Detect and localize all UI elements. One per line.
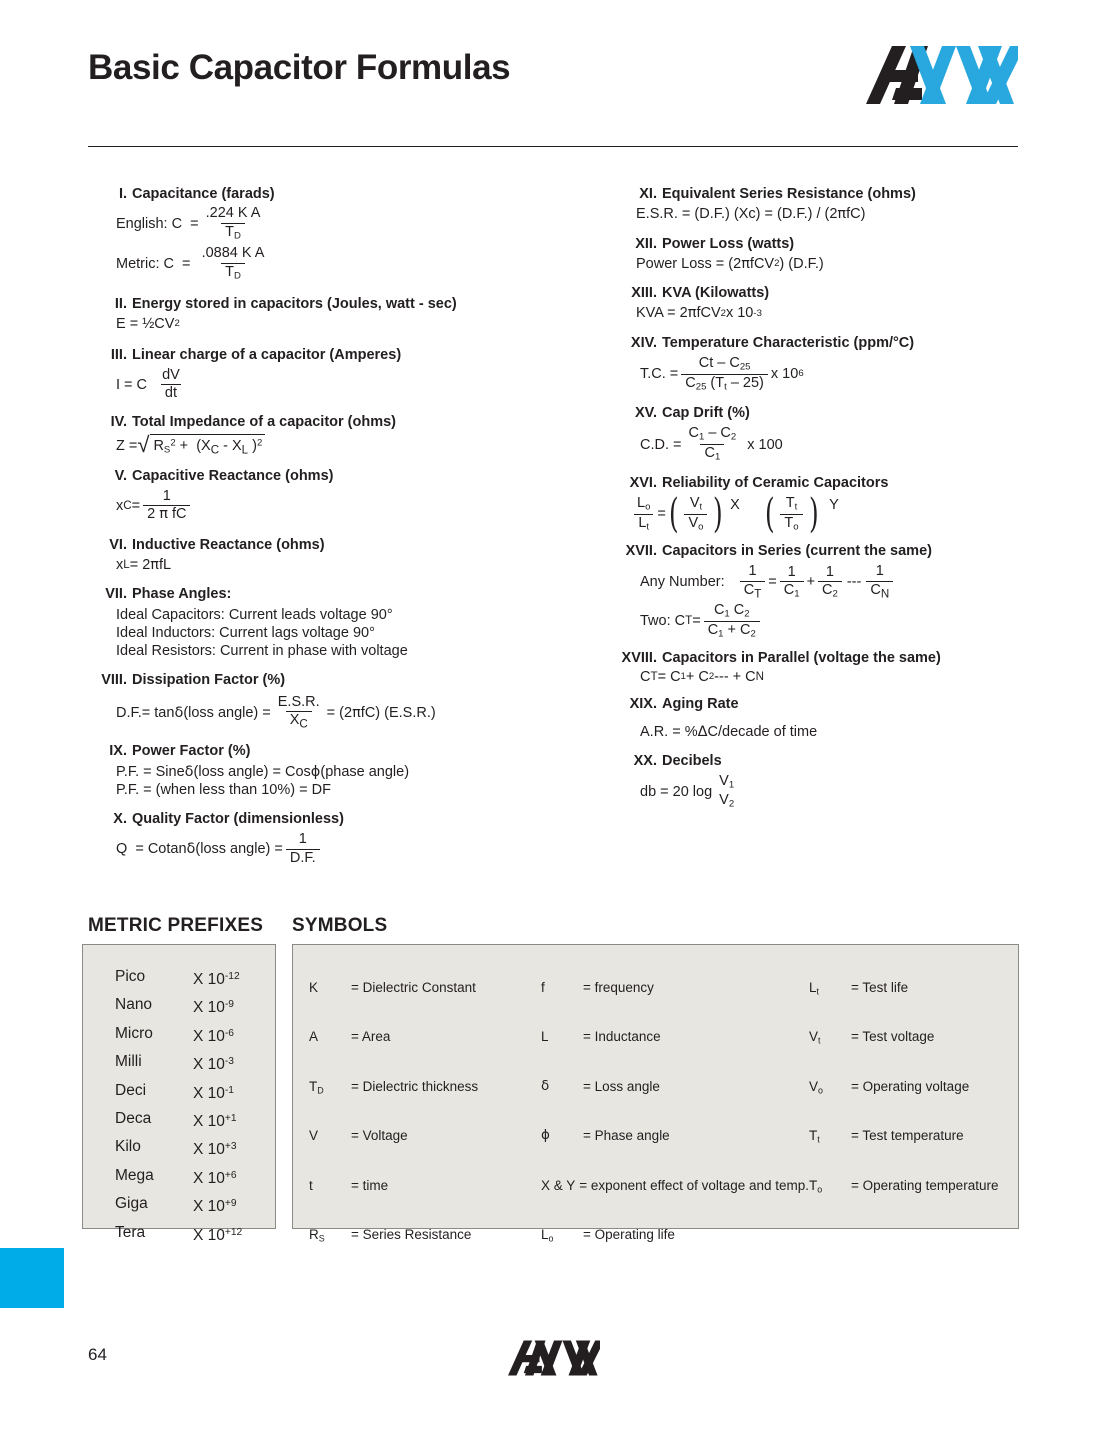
formula-total-impedance: Z = √ $R_S^2 + (X_C - X_L$ )$^2$ [116, 434, 558, 458]
formula-dissipation-factor: D.F.= tan δ (loss angle) = $\frac{E.S.R.}{X_C}$ = (2 π fC) (E.S.R.) [116, 693, 436, 731]
section-title: Reliability of Ceramic Capacitors [662, 475, 889, 492]
list-item [115, 992, 242, 1020]
section-title: Power Factor (%) [132, 743, 251, 760]
prefix-value: X $10^{+6}$ [193, 1169, 237, 1187]
page-header [88, 38, 1018, 143]
formula-section-iii [88, 347, 558, 402]
symbol-definition: = Series Resistance [351, 1227, 472, 1243]
list-item [115, 964, 242, 992]
prefix-value: X $10^{-12}$ [193, 970, 240, 988]
list-item [115, 1049, 242, 1077]
symbol-key: L [541, 1029, 549, 1045]
prefix-value: X $10^{-1}$ [193, 1084, 234, 1102]
formula-section-x [88, 811, 558, 867]
formula-decibels: db = 20 log $V_1$ $V_2$ [640, 773, 735, 810]
section-title: Inductive Reactance (ohms) [132, 536, 325, 553]
section-number: XVI. [629, 475, 657, 492]
formula-section-i [88, 186, 558, 282]
symbol-definition: = Inductance [583, 1029, 661, 1045]
section-number: IX. [109, 743, 127, 760]
prefix-name: Micro [115, 1024, 153, 1042]
power-factor-approx: P.F. = (when less than 10%) = DF [116, 781, 331, 798]
symbol-definition: = Voltage [351, 1128, 408, 1144]
formula-section-xiv [600, 335, 1040, 393]
phase-angle-resistors: Ideal Resistors: Current in phase with voltage [116, 643, 408, 660]
symbol-key: $T_t$ [809, 1128, 820, 1145]
metric-prefixes-heading: METRIC PREFIXES [88, 915, 264, 936]
formula-section-iv [88, 414, 558, 458]
symbol-definition: = Loss angle [583, 1078, 660, 1094]
section-title: Power Loss (watts) [662, 235, 795, 252]
section-number: XII. [635, 235, 657, 252]
section-number: III. [110, 347, 127, 364]
symbol-entry [809, 1014, 1009, 1063]
section-number: XIX. [629, 696, 657, 713]
symbol-entry [809, 965, 1009, 1014]
formula-series-any-number: Any Number: $\frac{1}{C_T}$ = $\frac{1}{C_1}$ + $\frac{1}{C_2}$ --- $\frac{1}{C_N}$ [640, 564, 1040, 601]
formula-section-v [88, 468, 558, 523]
formula-section-xvii [600, 543, 1040, 640]
formula-section-xiii [600, 285, 1040, 323]
section-title: Capacitance (farads) [132, 186, 275, 202]
symbol-entry [809, 1113, 1009, 1162]
symbol-entry [309, 1113, 541, 1162]
section-number: II. [114, 295, 127, 312]
formula-section-ii [88, 296, 558, 334]
list-item [115, 1021, 242, 1049]
prefix-name: Tera [115, 1223, 146, 1241]
symbol-key: $T_o$ [809, 1177, 823, 1195]
symbol-key: δ [541, 1077, 550, 1094]
prefix-value: X $10^{-6}$ [193, 1027, 234, 1045]
symbol-entry [541, 1212, 809, 1261]
section-title: Linear charge of a capacitor (Amperes) [132, 347, 402, 364]
formula-esr: E.S.R. = (D.F.) (Xc) = (D.F.) / (2 π fC) [636, 206, 866, 223]
section-title: Quality Factor (dimensionless) [132, 810, 344, 827]
section-number: XIII. [631, 285, 657, 302]
prefix-value: X $10^{+3}$ [193, 1141, 237, 1159]
symbol-key: $L_o$ [541, 1227, 554, 1244]
section-number: VI. [109, 536, 127, 553]
formula-cap-drift: C.D. = $\frac{C_1 - C_2}{C_1}$ x 100 [640, 425, 783, 463]
formula-energy-stored: E = ½CV 2 [116, 316, 180, 333]
section-title: Temperature Characteristic (ppm/°C) [662, 334, 915, 351]
formula-capacitive-reactance: x C = $\frac{1}{\text{2 π fC}}$ [116, 489, 558, 523]
symbol-key [809, 1212, 851, 1261]
symbol-entry [809, 1064, 1009, 1113]
formula-section-xi [600, 186, 1040, 224]
phase-angle-inductors: Ideal Inductors: Current lags voltage 90° [116, 624, 375, 641]
power-factor-sine: P.F. = Sine δ (loss angle) = Cos ϕ (phase angle) [116, 763, 410, 780]
section-number: X. [113, 810, 127, 827]
table-row [309, 965, 1009, 1014]
symbol-definition: = Test temperature [851, 1128, 964, 1144]
section-title: Equivalent Series Resistance (ohms) [662, 186, 916, 202]
symbol-entry [541, 965, 809, 1014]
prefix-name: Deci [115, 1081, 147, 1099]
prefix-value: X $10^{+9}$ [193, 1198, 237, 1216]
section-title: Capacitors in Series (current the same) [662, 542, 932, 559]
symbol-entry [541, 1014, 809, 1063]
symbol-definition: = time [351, 1177, 389, 1193]
symbol-definition: = Phase angle [583, 1128, 670, 1144]
symbol-key: A [309, 1029, 319, 1045]
formula-column-right [600, 186, 1040, 810]
symbols-heading: SYMBOLS [292, 915, 388, 936]
page-title: Basic Capacitor Formulas [88, 48, 511, 87]
symbols-panel [292, 944, 1019, 1244]
symbol-key: t [309, 1177, 313, 1193]
formula-section-xii [600, 236, 1040, 274]
formula-metric-capacitance: Metric: C = $\frac{\text{.0884 K A}}{T_D}$ [116, 245, 265, 282]
list-item [115, 1106, 242, 1134]
list-item [115, 1078, 242, 1106]
section-title: Total Impedance of a capacitor (ohms) [132, 413, 397, 430]
prefix-value: X $10^{+12}$ [193, 1226, 243, 1244]
formula-section-viii [88, 672, 558, 731]
prefix-value: X $10^{-3}$ [193, 1056, 234, 1074]
symbol-definition: = Operating temperature [851, 1177, 999, 1193]
section-number: I. [118, 186, 127, 202]
symbol-entry [309, 1212, 541, 1261]
section-number: XX. [633, 752, 657, 769]
prefix-name: Deca [115, 1110, 152, 1128]
list-item [115, 1163, 242, 1191]
section-number: XV. [634, 404, 657, 421]
symbol-definition: = Dielectric thickness [351, 1078, 479, 1094]
list-item [115, 1220, 242, 1248]
prefix-name: Giga [115, 1195, 148, 1213]
symbol-key: $T_D$ [309, 1078, 324, 1096]
page-tab-marker [0, 1248, 64, 1308]
avx-logo-footer-icon [508, 1338, 600, 1378]
formula-kva: KVA = 2 π fCV 2 x 10 -3 [636, 305, 762, 322]
table-row [309, 1163, 1009, 1212]
section-number: XVIII. [621, 649, 657, 666]
symbol-definition: = Operating life [583, 1227, 675, 1243]
symbol-entry [541, 1163, 809, 1212]
prefix-value: X $10^{-9}$ [193, 999, 234, 1017]
symbol-entry [809, 1212, 1009, 1261]
formula-section-xx [600, 753, 1040, 810]
phase-angle-capacitors: Ideal Capacitors: Current leads voltage 90° [116, 606, 393, 623]
symbol-entry [309, 1163, 541, 1212]
section-number: VIII. [101, 672, 127, 689]
symbol-key: $V_o$ [809, 1078, 823, 1096]
avx-logo-icon [866, 42, 1018, 108]
section-title: Capacitors in Parallel (voltage the same) [662, 649, 941, 666]
table-row [309, 1064, 1009, 1113]
metric-prefixes-panel [82, 944, 276, 1244]
formula-section-xix [600, 696, 1040, 741]
symbol-entry [309, 1064, 541, 1113]
formula-english-capacitance: English: C = $\frac{\text{.224 K A}}{T_D}$ [116, 205, 261, 242]
symbol-key: X & Y [541, 1177, 576, 1193]
section-title: Decibels [662, 752, 722, 769]
symbol-entry [541, 1064, 809, 1113]
section-number: XI. [639, 186, 657, 202]
prefix-value: X $10^{+1}$ [193, 1112, 237, 1130]
section-title: Cap Drift (%) [662, 404, 750, 421]
symbol-key: K [309, 980, 319, 995]
section-number: IV. [110, 413, 127, 430]
symbol-definition: = exponent effect of voltage and temp. [579, 1177, 809, 1193]
symbol-key: V [309, 1128, 319, 1144]
section-number: XIV. [630, 334, 657, 351]
prefix-name: Kilo [115, 1138, 141, 1156]
symbol-definition: = Dielectric Constant [351, 980, 476, 995]
table-row [309, 1113, 1009, 1162]
symbol-definition: = Area [351, 1029, 391, 1045]
formula-aging-rate: A.R. = % Δ C/decade of time [640, 723, 818, 740]
symbol-key: ϕ [541, 1127, 550, 1144]
formula-section-xviii [600, 650, 1040, 687]
table-row [309, 1212, 1009, 1261]
section-number: V. [114, 468, 127, 485]
symbol-key: $L_t$ [809, 980, 819, 997]
symbol-entry [309, 965, 541, 1014]
prefix-name: Mega [115, 1166, 154, 1184]
list-item [115, 1191, 242, 1219]
page-number: 64 [88, 1345, 107, 1364]
metric-prefixes-list [115, 964, 242, 1248]
prefix-name: Pico [115, 968, 146, 985]
section-title: Dissipation Factor (%) [132, 672, 286, 689]
symbol-entry [809, 1163, 1009, 1212]
formula-section-ix [88, 743, 558, 799]
symbol-definition: = Operating voltage [851, 1078, 970, 1094]
list-item [115, 1134, 242, 1162]
section-number: VII. [105, 586, 127, 603]
symbol-entry [309, 1014, 541, 1063]
section-title: Aging Rate [662, 696, 739, 713]
symbol-entry [541, 1113, 809, 1162]
formula-section-xv [600, 405, 1040, 463]
symbols-grid [309, 965, 1009, 1262]
formula-linear-charge: I = C $\frac{dV}{dt}$ [116, 366, 180, 402]
formula-reliability: $\frac{L_o}{L_t}$ = ( $\frac{V_t}{V_o}$ ) X ( $\frac{T_t}{T_o}$ ) Y [630, 496, 1040, 533]
table-row [309, 1014, 1009, 1063]
formula-section-xvi [600, 475, 1040, 537]
formula-inductive-reactance: x L = 2 π fL [116, 557, 172, 574]
section-number: XVII. [625, 542, 657, 559]
symbol-definition: = frequency [583, 980, 654, 995]
formula-temp-characteristic: T.C. = $\frac{Ct - C_{25}}{C_{25} (T_t - 25)}$ x 10 6 [640, 354, 804, 393]
section-title: Phase Angles: [132, 586, 232, 603]
section-title: Capacitive Reactance (ohms) [132, 468, 334, 485]
formula-section-vii [88, 586, 558, 660]
formula-series-two: Two: C T = $\frac{C_1 C_2}{C_1 + C_2}$ [640, 603, 1040, 640]
formula-parallel: C T = C 1 + C 2 --- + C N [640, 669, 765, 686]
symbol-key: f [541, 980, 545, 995]
symbol-definition: = Test voltage [851, 1029, 935, 1045]
formula-column-left [88, 186, 558, 867]
symbol-key: $R_S$ [309, 1227, 325, 1244]
formula-quality-factor: Q = Cotan δ (loss angle) = $\frac{1}{D.F.}$ [116, 832, 558, 866]
section-title: Energy stored in capacitors (Joules, watt - sec) [132, 295, 457, 312]
section-title: KVA (Kilowatts) [662, 285, 770, 302]
formula-power-loss: Power Loss = (2 π fCV 2 ) (D.F.) [636, 255, 824, 272]
prefix-name: Milli [115, 1053, 142, 1071]
symbol-key: $V_t$ [809, 1029, 821, 1046]
prefix-name: Nano [115, 996, 153, 1014]
formula-section-vi [88, 537, 558, 575]
symbol-definition: = Test life [851, 980, 909, 995]
header-divider [88, 146, 1018, 147]
